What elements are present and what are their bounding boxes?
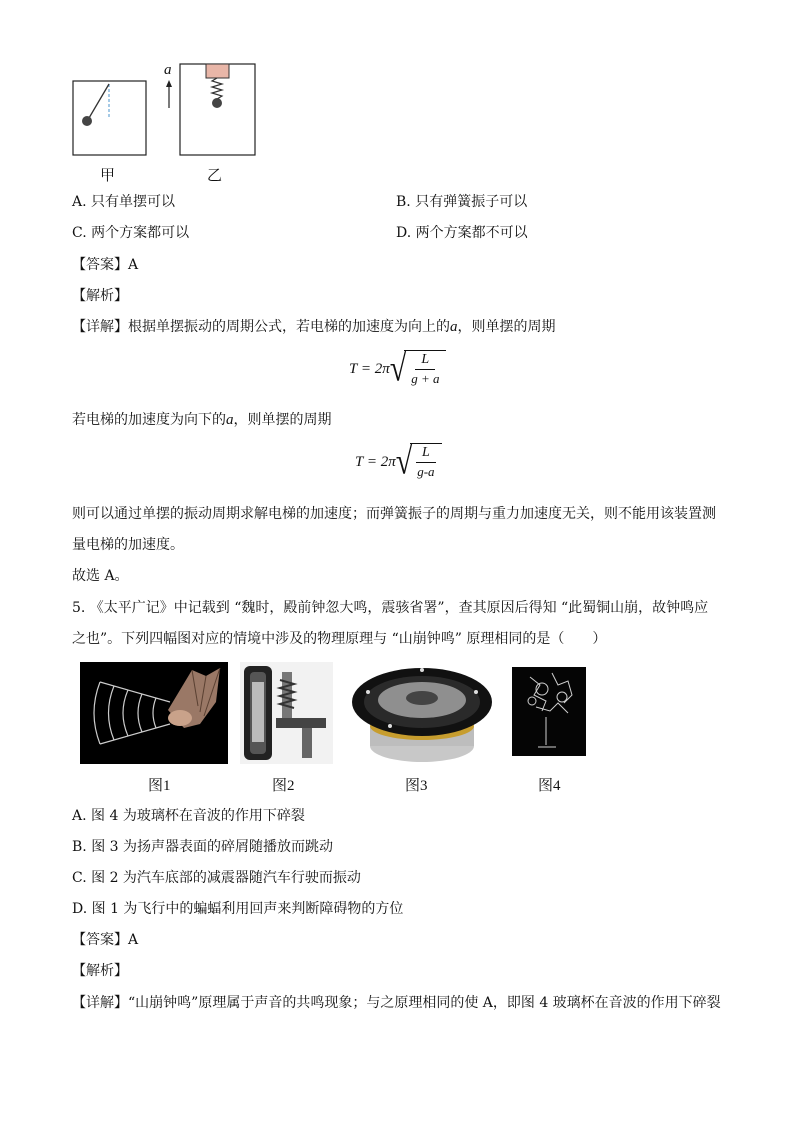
q5-stem-2: 之也”。下列四幅图对应的情境中涉及的物理原理与 “山崩钟鸣” 原理相同的是（ ） bbox=[72, 631, 607, 647]
formula-2-numerator: L bbox=[416, 444, 436, 463]
formula-2-fraction bbox=[410, 443, 441, 481]
detail-text-end: ，则单摆的周期 bbox=[457, 319, 556, 335]
q5-option-a: A. 图 4 为玻璃杯在音波的作用下碎裂 bbox=[72, 808, 305, 824]
answer-tag: 【答案】 bbox=[72, 932, 128, 948]
q4-analysis-tag: 【解析】 bbox=[72, 288, 128, 304]
figure-1-bat-echolocation bbox=[80, 662, 228, 764]
figure-4-shattering-glass bbox=[512, 667, 586, 756]
detail-tag: 【详解】 bbox=[72, 995, 128, 1011]
answer-value: A bbox=[128, 932, 139, 948]
q5-option-c: C. 图 2 为汽车底部的减震器随汽车行驶而振动 bbox=[72, 870, 361, 886]
variable-a: a bbox=[226, 412, 234, 428]
q5-answer bbox=[72, 930, 138, 950]
q4-conclusion-2: 量电梯的加速度。 bbox=[72, 537, 184, 553]
label-yi: 乙 bbox=[207, 168, 223, 184]
sqrt-icon: √ bbox=[389, 347, 407, 389]
sqrt-icon: √ bbox=[395, 440, 413, 482]
line2-text: 若电梯的加速度为向下的 bbox=[72, 412, 226, 428]
q4-detail-line1 bbox=[72, 317, 556, 337]
formula-2-lhs: T = 2π bbox=[355, 453, 396, 470]
formula-1-fraction bbox=[404, 350, 446, 388]
detail-text: 根据单摆振动的周期公式，若电梯的加速度为向上的 bbox=[128, 319, 450, 335]
q5-detail bbox=[72, 993, 721, 1013]
detail-tag: 【详解】 bbox=[72, 319, 128, 335]
q4-option-d: D. 两个方案都不可以 bbox=[396, 225, 528, 241]
detail-text: “山崩钟鸣”原理属于声音的共鸣现象；与之原理相同的使 A，即图 4 玻璃杯在音波的作用下碎裂 bbox=[128, 995, 721, 1011]
q4-line2 bbox=[72, 410, 332, 430]
q5-stem-1: 5. 《太平广记》中记载到 “魏时，殿前钟忽大鸣，震骇省署”，查其原因后得知 “此蜀铜山崩，故钟鸣应 bbox=[72, 600, 709, 616]
q4-conclusion-1: 则可以通过单摆的振动周期求解电梯的加速度；而弹簧振子的周期与重力加速度无关，则不能用该装置测 bbox=[72, 506, 716, 522]
formula-1-numerator: L bbox=[415, 351, 435, 370]
q4-option-b: B. 只有弹簧振子可以 bbox=[396, 194, 528, 210]
variable-a: a bbox=[450, 319, 458, 335]
answer-tag: 【答案】 bbox=[72, 257, 128, 273]
caption-figure-3: 图3 bbox=[405, 778, 428, 794]
figure-jia-pendulum bbox=[72, 80, 147, 156]
caption-figure-2: 图2 bbox=[272, 778, 295, 794]
q4-option-c: C. 两个方案都可以 bbox=[72, 225, 190, 241]
q4-choose: 故选 A。 bbox=[72, 568, 129, 584]
q4-answer bbox=[72, 255, 138, 275]
formula-2 bbox=[355, 440, 442, 482]
formula-1-lhs: T = 2π bbox=[349, 360, 390, 377]
answer-value: A bbox=[128, 257, 139, 273]
figure-yi-spring-oscillator bbox=[179, 63, 256, 156]
formula-1 bbox=[349, 347, 446, 389]
caption-figure-1: 图1 bbox=[148, 778, 171, 794]
figure-3-speaker bbox=[350, 664, 495, 766]
figure-2-car-shock-absorber bbox=[240, 662, 333, 764]
formula-2-denominator: g-a bbox=[417, 464, 435, 479]
caption-figure-4: 图4 bbox=[538, 778, 561, 794]
q5-analysis-tag: 【解析】 bbox=[72, 963, 128, 979]
q5-option-b: B. 图 3 为扬声器表面的碎屑随播放而跳动 bbox=[72, 839, 333, 855]
label-acceleration-a: a bbox=[164, 62, 172, 78]
label-jia: 甲 bbox=[100, 168, 116, 184]
acceleration-arrow-icon bbox=[164, 80, 174, 110]
formula-1-denominator: g + a bbox=[411, 371, 440, 386]
q5-option-d: D. 图 1 为飞行中的蝙蝠利用回声来判断障碍物的方位 bbox=[72, 901, 404, 917]
line2-text-end: ，则单摆的周期 bbox=[233, 412, 332, 428]
q4-option-a: A. 只有单摆可以 bbox=[72, 194, 176, 210]
